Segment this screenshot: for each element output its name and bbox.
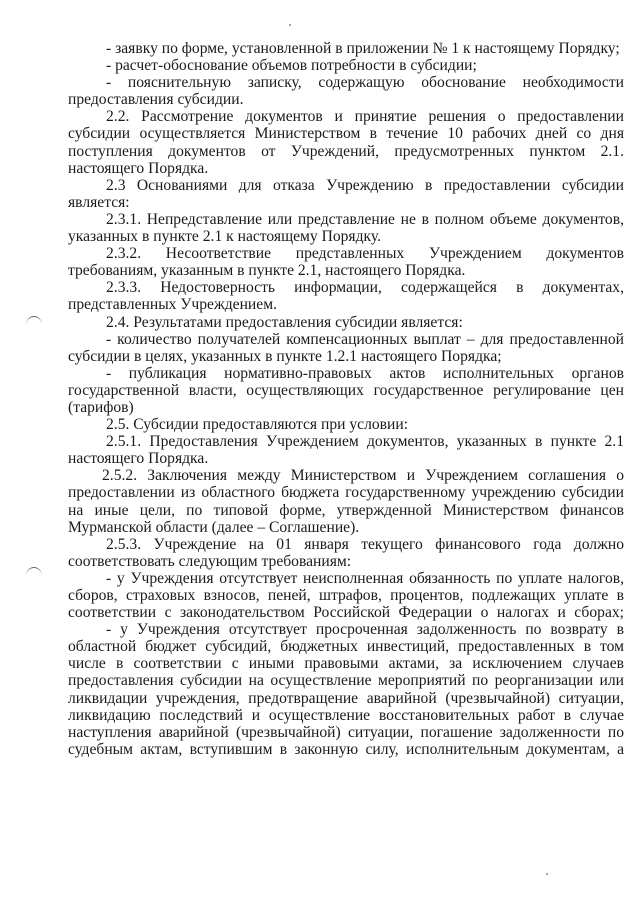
text-line: судебным актам, вступившим в законную силу, исполнительным документам, а: [68, 740, 624, 758]
text-line: ликвидации учреждения, предотвращение аварийной (чрезвычайной) ситуации,: [68, 689, 624, 707]
text-line: 2.5.3. Учреждение на 01 января текущего финансового года должно: [106, 535, 624, 553]
document-page: [68, 40, 624, 758]
text-line: 2.5.2. Заключения между Министерством и Учреждением соглашения о: [102, 467, 624, 485]
scan-hole-mark: [26, 316, 42, 325]
text-line: - у Учреждения отсутствует неисполненная обязанность по уплате налогов,: [106, 569, 624, 587]
text-line: настоящего Порядка.: [68, 159, 209, 177]
text-line: является:: [68, 193, 130, 211]
text-line: - количество получателей компенсационных выплат – для предоставленной: [106, 330, 624, 348]
scan-speck: [289, 24, 291, 26]
text-line: указанных в пункте 2.1 к настоящему Порядку.: [68, 228, 382, 246]
text-line: соответствии с законодательством Российской Федерации о налогах и сборах;: [68, 604, 624, 622]
text-line: - публикация нормативно-правовых актов исполнительных органов: [106, 364, 624, 382]
text-line: субсидии в целях, указанных в пункте 1.2.1 настоящего Порядка;: [68, 347, 502, 365]
text-line: субсидии осуществляется Министерством в течение 10 рабочих дней со дня: [68, 125, 624, 143]
text-line: числе в соответствии с иными правовыми актами, за исключением случаев: [68, 655, 624, 673]
text-line: 2.3.1. Непредставление или представление не в полном объеме документов,: [106, 210, 624, 228]
text-line: поступления документов от Учреждений, предусмотренных пунктом 2.1.: [68, 142, 624, 160]
text-line: 2.5.1. Предоставления Учреждением документов, указанных в пункте 2.1: [106, 433, 624, 451]
text-line: предоставления субсидии.: [68, 91, 244, 109]
text-line: - заявку по форме, установленной в приложении № 1 к настоящему Порядку;: [106, 40, 620, 57]
text-line: на иные цели, по типовой форме, утвержденной Министерством финансов: [68, 501, 624, 519]
text-line: представленных Учреждением.: [68, 296, 277, 314]
text-line: настоящего Порядка.: [68, 450, 209, 468]
text-line: 2.2. Рассмотрение документов и принятие решения о предоставлении: [106, 108, 624, 126]
text-line: (тарифов): [68, 398, 134, 416]
text-line: наступления аварийной (чрезвычайной) ситуации, погашение задолженности по: [68, 723, 624, 741]
text-line: - у Учреждения отсутствует просроченная задолженность по возврату в: [106, 621, 624, 639]
text-line: - пояснительную записку, содержащую обоснование необходимости: [106, 74, 624, 92]
text-line: государственной власти, осуществляющих государственное регулирование цен: [68, 381, 624, 399]
text-line: предоставления субсидии на осуществление мероприятий по реорганизации или: [68, 672, 624, 690]
text-line: - расчет-обоснование объемов потребности в субсидии;: [106, 57, 477, 75]
scan-hole-mark: [26, 567, 42, 576]
text-line: предоставлении из областного бюджета государственному учреждению субсидии: [68, 484, 624, 502]
text-line: 2.3.3. Недостоверность информации, содержащейся в документах,: [106, 279, 624, 297]
text-line: 2.4. Результатами предоставления субсидии является:: [106, 313, 463, 331]
text-line: ликвидацию последствий и осуществление восстановительных работ в случае: [68, 706, 624, 724]
text-line: требованиям, указанным в пункте 2.1, настоящего Порядка.: [68, 262, 466, 280]
text-line: Мурманской области (далее – Соглашение).: [68, 518, 360, 536]
text-line: соответствовать следующим требованиям:: [68, 552, 352, 570]
text-line: областной бюджет субсидий, бюджетных инвестиций, предоставленных в том: [68, 638, 624, 656]
text-line: 2.5. Субсидии предоставляются при условии:: [106, 416, 409, 434]
scan-speck: [546, 873, 548, 875]
text-line: сборов, страховых взносов, пеней, штрафов, процентов, подлежащих уплате в: [68, 587, 624, 604]
text-line: 2.3.2. Несоответствие представленных Учреждением документов: [106, 245, 624, 263]
text-line: 2.3 Основаниями для отказа Учреждению в предоставлении субсидии: [106, 176, 624, 194]
